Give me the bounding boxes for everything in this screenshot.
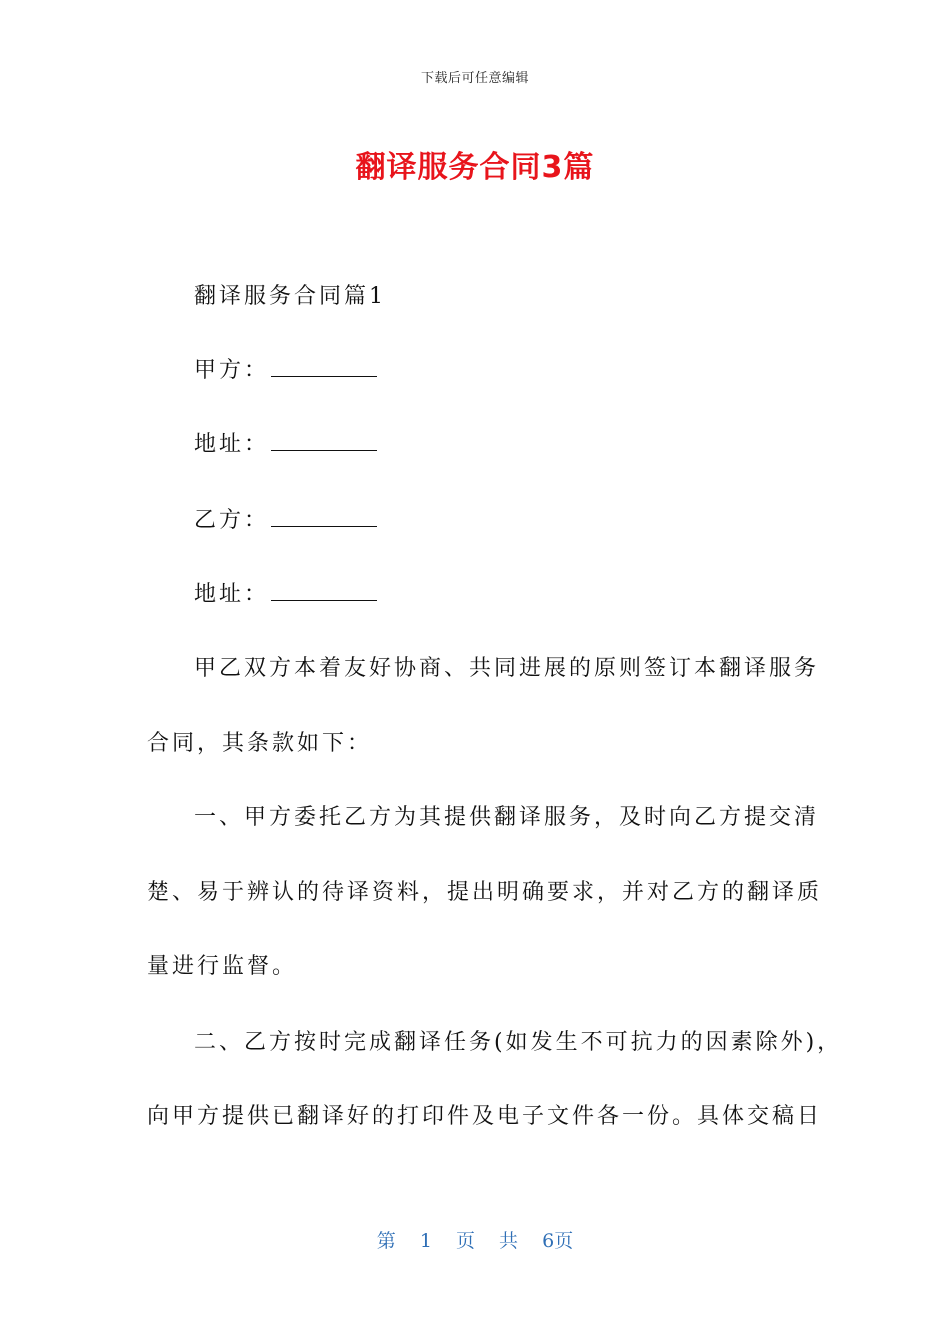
footer-total-pages: 6页 bbox=[542, 1230, 574, 1252]
page-footer bbox=[0, 1226, 950, 1253]
party-b-label: 乙方： bbox=[194, 508, 270, 533]
footer-prefix: 第 bbox=[376, 1230, 396, 1252]
body-line: 甲乙双方本着友好协商、共同进展的原则签订本翻译服务 bbox=[194, 656, 820, 681]
body-line: 量进行监督。 bbox=[147, 954, 298, 979]
party-b-blank bbox=[271, 506, 377, 527]
address-b-label: 地址： bbox=[194, 582, 270, 607]
body-line: 向甲方提供已翻译好的打印件及电子文件各一份。具体交稿日 bbox=[147, 1104, 823, 1129]
document-title: 翻译服务合同3篇 bbox=[355, 150, 595, 185]
body-line: 楚、易于辨认的待译资料，提出明确要求，并对乙方的翻译质 bbox=[147, 880, 823, 905]
address-b-blank bbox=[271, 580, 377, 601]
party-a-row bbox=[194, 356, 377, 386]
party-a-label: 甲方： bbox=[194, 358, 270, 383]
body-line: 二、乙方按时完成翻译任务(如发生不可抗力的因素除外)， bbox=[194, 1030, 843, 1055]
footer-current-page: 1 bbox=[419, 1230, 432, 1252]
body-line: 一、甲方委托乙方为其提供翻译服务，及时向乙方提交清 bbox=[194, 805, 820, 830]
section-heading: 翻译服务合同篇1 bbox=[194, 284, 386, 309]
address-a-label: 地址： bbox=[194, 432, 270, 457]
footer-page-word: 页 bbox=[455, 1230, 475, 1252]
body-line: 合同，其条款如下： bbox=[147, 731, 373, 756]
address-b-row bbox=[194, 580, 377, 610]
party-b-row bbox=[194, 506, 377, 536]
address-a-row bbox=[194, 430, 377, 460]
footer-total-prefix: 共 bbox=[499, 1230, 519, 1252]
header-note: 下载后可任意编辑 bbox=[420, 71, 529, 86]
party-a-blank bbox=[271, 356, 377, 377]
address-a-blank bbox=[271, 430, 377, 451]
